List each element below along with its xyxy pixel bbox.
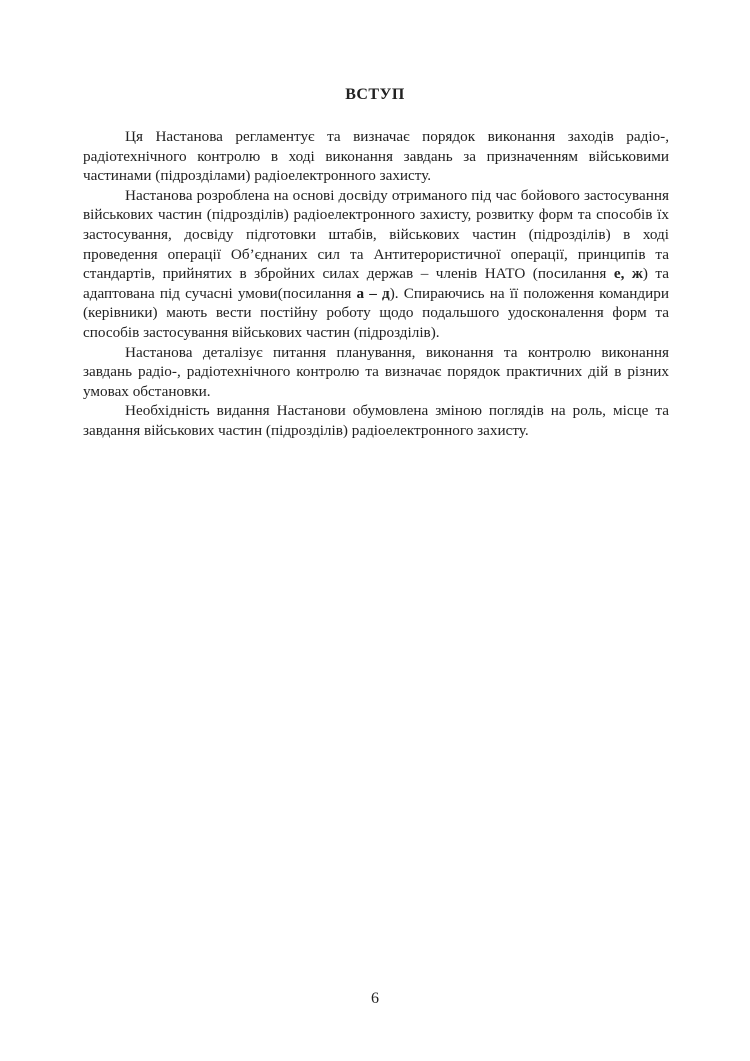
paragraph-purpose: Ця Настанова регламентує та визначає порядок виконання заходів радіо-, радіотехнічного контролю в ході виконання завдань за призначенням військовими частинами (підрозділами) радіоелектронного захисту. [83, 128, 669, 185]
section-heading: ВСТУП [345, 86, 405, 103]
reference-a-d: а – д [356, 284, 390, 302]
page-number: 6 [371, 990, 379, 1007]
paragraph-basis-part1: Настанова розроблена на основі досвіду отриманого під час бойового застосування військових частин (підрозділів) радіоелектронного захисту, розвитку форм та способів їх застосування, досвіду підготовки штабів, військових частин (підрозділів) в ході проведення операції Об’єднаних сил та Антитерористичної операції, принципів та стандартів, прийнятих в збройних силах держав – членів НАТО (посилання [83, 186, 669, 283]
paragraph-basis-part2: ) та адаптована під сучасні умови(посилання [83, 265, 669, 302]
paragraph-basis [83, 186, 669, 343]
body-text [83, 127, 669, 441]
paragraph-details: Настанова деталізує питання планування, виконання та контролю виконання завдань радіо-, радіотехнічного контролю та визначає порядок практичних дій в різних умовах обстановки. [83, 343, 669, 400]
paragraph-basis-part3: ). Спираючись на її положення командири (керівники) мають вести постійну роботу щодо подальшого удосконалення форм та способів застосування військових частин (підрозділів). [83, 284, 669, 341]
reference-e-zh: е, ж [613, 265, 643, 283]
paragraph-necessity: Необхідність видання Настанови обумовлена зміною поглядів на роль, місце та завдання військових частин (підрозділів) радіоелектронного захисту. [83, 402, 669, 439]
